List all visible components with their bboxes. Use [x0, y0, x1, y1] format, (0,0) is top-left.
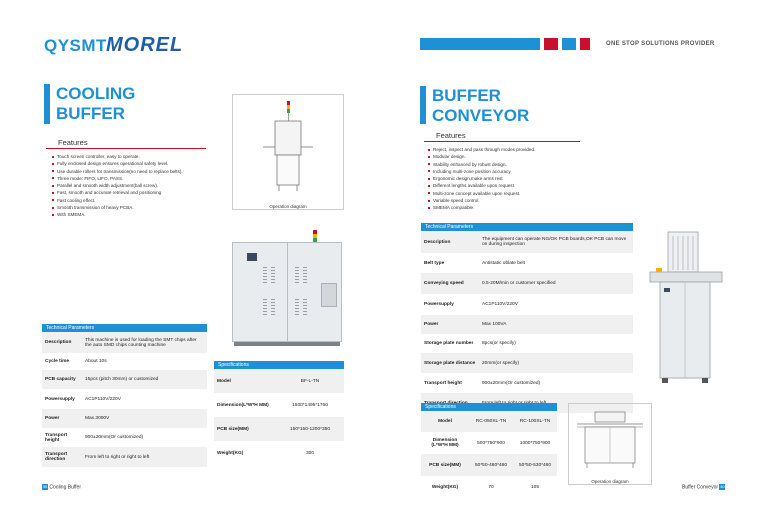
table-row — [42, 428, 207, 447]
left-technical-parameters — [42, 324, 207, 467]
left-spec-table — [214, 369, 344, 465]
left-title-accent — [44, 84, 50, 124]
table-cell-key: Storage plate distance — [421, 353, 479, 373]
table-cell-key: Description — [42, 332, 82, 353]
table-row — [214, 369, 344, 393]
table-cell-key: Transport direction — [42, 447, 82, 467]
table-cell-value: Max.3000V — [82, 409, 207, 428]
buffer-conveyor-machine-image — [646, 226, 726, 386]
right-operation-diagram — [568, 403, 652, 485]
table-header-cell: RC-100XL-TN — [513, 411, 557, 432]
table-cell-value: AC1P110V/220V — [82, 389, 207, 409]
right-diagram-caption: Operation diagram — [591, 479, 629, 484]
table-cell-value: 15pcs (pitch 30mm) or customized — [82, 370, 207, 389]
table-cell-value: About 10s — [82, 353, 207, 370]
left-diagram-caption: Operation diagram — [269, 204, 307, 209]
right-page-number: 40 — [720, 484, 725, 489]
right-title — [432, 86, 529, 126]
left-operation-diagram — [232, 94, 344, 210]
buffer-conveyor-drawing — [646, 226, 726, 386]
table-cell-key: Dimension(L*W*H MM) — [214, 393, 276, 417]
table-cell-value: The equipment can operate NG/OK PCB boards,OK PCB can move on during inspection — [479, 231, 633, 253]
table-row — [421, 273, 633, 294]
table-cell-key: Power — [421, 315, 479, 334]
table-cell-value: 50*50-530*460 — [513, 454, 557, 476]
table-cell-value: 1000*750*900 — [513, 432, 557, 454]
table-cell-key: Storage plate number — [421, 334, 479, 353]
table-cell-value: 0.5-20M/min or customer specified — [479, 273, 633, 294]
table-cell-value: 900±20mm(Or customized) — [479, 373, 633, 393]
left-specifications — [214, 361, 344, 465]
left-features-rule — [46, 148, 206, 149]
table-row — [42, 353, 207, 370]
left-title-line2: BUFFER — [56, 104, 125, 123]
right-features-rule — [424, 141, 580, 142]
table-cell-value: Antistatic oblate belt — [479, 253, 633, 273]
table-row — [214, 417, 344, 441]
table-row — [42, 409, 207, 428]
table-row — [421, 334, 633, 353]
left-title — [56, 84, 135, 124]
list-item: Variable speed control. — [428, 197, 535, 204]
list-item: Fast, smooth and accurate retrieval and positioning — [52, 189, 183, 196]
table-cell-key: Dimension (L*W*H MM) — [421, 432, 469, 454]
list-item: Smooth transmission of heavy PCBA. — [52, 204, 183, 211]
table-cell-value: 105 — [513, 476, 557, 498]
table-row — [421, 294, 633, 315]
table-cell-key: Transport height — [42, 428, 82, 447]
right-spec-table — [421, 411, 557, 498]
list-item: Fast cooling effect. — [52, 197, 183, 204]
header-tagline: ONE STOP SOLUTIONS PROVIDER — [606, 41, 715, 47]
table-cell-value: AC1P110V/220V — [479, 294, 633, 315]
right-features-list — [428, 146, 535, 212]
table-cell-value: 150*150-1200*350 — [276, 417, 344, 441]
list-item: Use durable rollers for transmission(no need to replace belts). — [52, 168, 183, 175]
left-features-list — [52, 153, 183, 219]
table-cell-key: Conveying speed — [421, 273, 479, 294]
cooling-buffer-machine-image — [228, 230, 350, 348]
table-cell-key: Weight(KG) — [421, 476, 469, 498]
list-item: Fully enclosed design ensures operational safety level. — [52, 160, 183, 167]
brand-logo-morel: MOREL — [106, 34, 184, 56]
right-footer — [682, 484, 725, 490]
buffer-conveyor-line-drawing — [569, 404, 651, 474]
table-row — [42, 389, 207, 409]
table-row — [214, 441, 344, 465]
table-cell-key: Description — [421, 231, 479, 253]
list-item: Touch screen controller, easy to operate. — [52, 153, 183, 160]
list-item: Modular design. — [428, 153, 535, 160]
table-row — [421, 432, 557, 454]
table-row — [421, 476, 557, 498]
table-cell-key: Model — [214, 369, 276, 393]
table-cell-key: Weight(KG) — [214, 441, 276, 465]
table-header-cell: RC-050XL-TN — [469, 411, 513, 432]
table-row — [421, 253, 633, 273]
right-title-line2: CONVEYOR — [432, 106, 530, 125]
table-cell-key: Transport height — [421, 373, 479, 393]
left-spec-heading: Specifications — [214, 361, 344, 369]
table-cell-key: PCB size(MM) — [421, 454, 469, 476]
list-item: Different lengths available upon request. — [428, 182, 535, 189]
right-technical-parameters — [421, 223, 633, 413]
right-spec-heading: Specifications — [421, 403, 557, 411]
left-footer-label: Cooling Buffer — [49, 484, 81, 491]
list-item: SMEMA compatible. — [428, 204, 535, 211]
left-tech-heading: Technical Parameters — [42, 324, 207, 332]
right-title-accent — [420, 86, 426, 124]
brand-logo-qysmt: QYSMT — [44, 36, 107, 55]
left-title-line1: COOLING — [56, 84, 136, 103]
table-header-cell: Model — [421, 411, 469, 432]
table-cell-key: Cycle time — [42, 353, 82, 370]
table-cell-value: 900±20mm(Or customized) — [82, 428, 207, 447]
left-features-heading: Features — [58, 138, 88, 147]
right-tech-table — [421, 231, 633, 413]
table-cell-key: Powersupply — [421, 294, 479, 315]
table-row — [42, 370, 207, 389]
list-item: Stability enhanced by robust design. — [428, 161, 535, 168]
list-item: Multi-zone concept available upon request. — [428, 190, 535, 197]
list-item: Reject, inspect and pass through modes provided. — [428, 146, 535, 153]
right-footer-label: Buffer Conveyor — [682, 484, 719, 491]
right-title-line1: BUFFER — [432, 86, 501, 105]
header-color-bars — [420, 38, 590, 50]
table-cell-value: 50*50-460*460 — [469, 454, 513, 476]
table-cell-value: Max 100VA — [479, 315, 633, 334]
list-item: Parallel and smooth width adjustment(ball screw). — [52, 182, 183, 189]
right-tech-heading: Technical Parameters — [421, 223, 633, 231]
left-page-number: 39 — [42, 484, 48, 489]
cooling-buffer-line-drawing — [233, 95, 343, 199]
table-cell-key: PCB size(MM) — [214, 417, 276, 441]
table-row — [421, 411, 557, 432]
table-row — [421, 373, 633, 393]
list-item: Ergonomic design,make arms rest — [428, 175, 535, 182]
right-specifications — [421, 403, 557, 498]
list-item: With SMEMA. — [52, 211, 183, 218]
table-row — [421, 454, 557, 476]
list-item: Including multi-zone position accuracy — [428, 168, 535, 175]
table-cell-value: BF-L-TN — [276, 369, 344, 393]
left-footer — [42, 484, 81, 490]
list-item: Three mode: FIFO, LIFO, PASS. — [52, 175, 183, 182]
table-cell-key: PCB capacity — [42, 370, 82, 389]
table-cell-key: Power — [42, 409, 82, 428]
table-cell-value: 1500*1495*1760 — [276, 393, 344, 417]
table-row — [214, 393, 344, 417]
right-features-heading: Features — [436, 131, 466, 140]
table-row — [421, 231, 633, 253]
table-cell-key: Powersupply — [42, 389, 82, 409]
table-cell-value: 20mm(or specify) — [479, 353, 633, 373]
table-cell-value: From left to right or right to left — [82, 447, 207, 467]
left-tech-table — [42, 332, 207, 467]
table-row — [421, 315, 633, 334]
table-cell-value: 70 — [469, 476, 513, 498]
table-cell-value: 500*750*900 — [469, 432, 513, 454]
table-row — [42, 332, 207, 353]
table-row — [421, 353, 633, 373]
table-cell-key: Belt type — [421, 253, 479, 273]
table-cell-value: 8pcs(or specify) — [479, 334, 633, 353]
table-row — [42, 447, 207, 467]
table-cell-value: 300 — [276, 441, 344, 465]
table-cell-value: This machine is used for loading the SMT chips after the auto SMD chips counting machine — [82, 332, 207, 353]
